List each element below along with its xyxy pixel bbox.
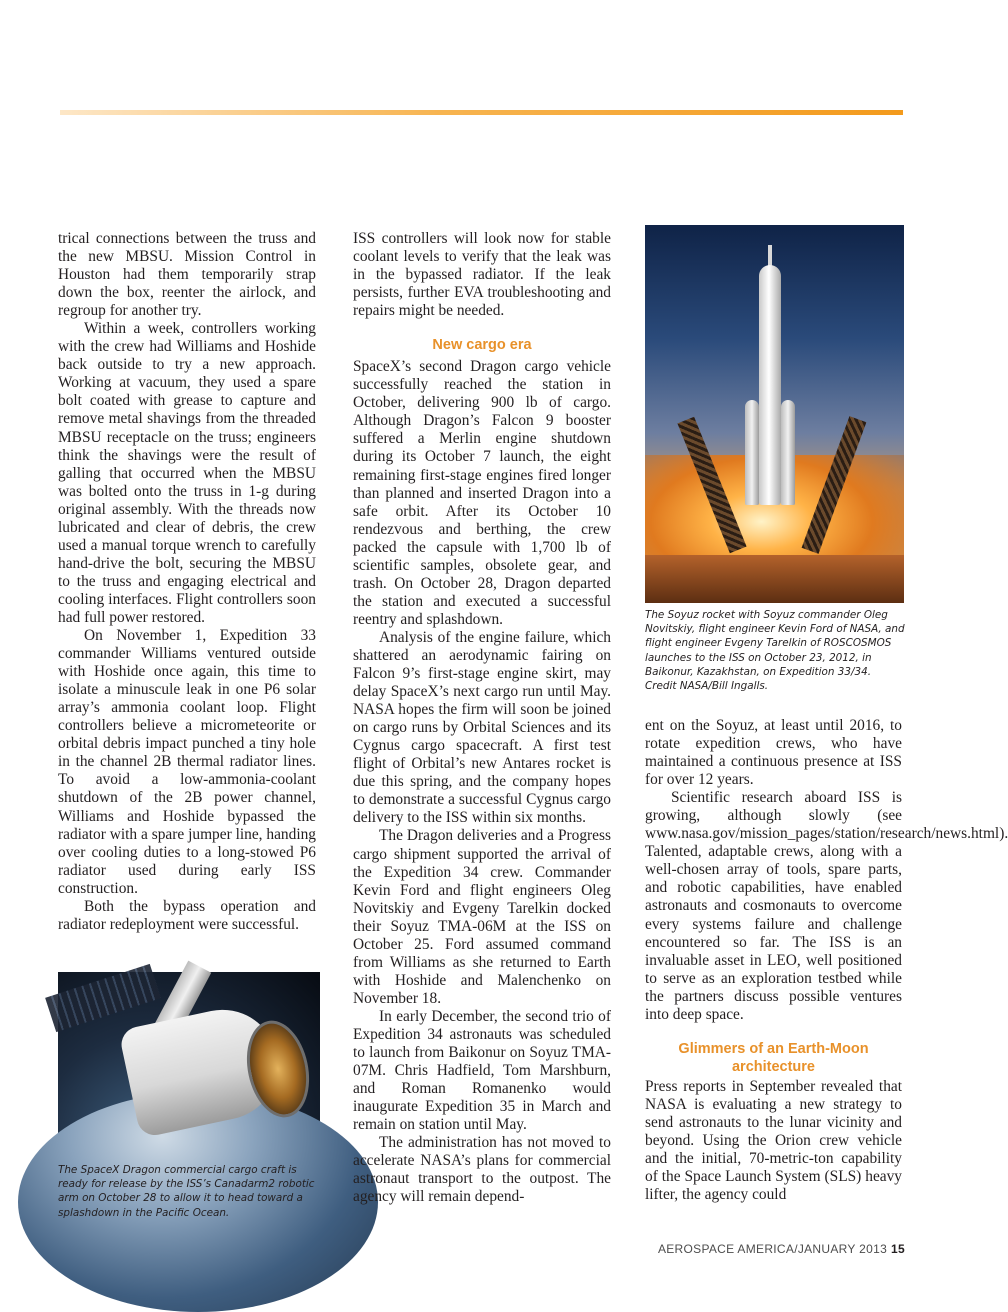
paragraph: ent on the Soyuz, at least until 2016, to rotate expedition crews, who have maintained a continuous presence at ISS for over 12 years. [645,717,902,789]
soyuz-rocket [759,265,781,505]
section-heading-new-cargo-era: New cargo era [432,337,532,354]
paragraph: ISS controllers will look now for stable coolant levels to verify that the leak was in the bypassed radiator. If the leak persists, further EVA troubleshooting and repairs might be needed. [353,230,611,320]
paragraph: On November 1, Expedition 33 commander Williams ventured outside with Hoshide once again, this time to isolate a minuscule leak in one P6 solar array’s ammonia coolant loop. Flight controllers believe a micrometeorite or orbital debris impact punched a tiny hole in the channel 2B thermal radiator lines. To avoid a low-ammonia-coolant shutdown of the 2B power channel, Williams and Hoshide bypassed the radiator with a spare jumper line, handing over cooling duties to a long-stowed P6 radiator used during early ISS construction. [58,627,316,897]
text-column-3 [645,717,1008,1204]
section-heading-earth-moon: Glimmers of an Earth-Moon architecture [678,1040,869,1075]
rocket-booster-right [781,400,795,505]
paragraph: Both the bypass operation and radiator redeployment were successful. [58,897,316,933]
page-footer [655,1242,905,1256]
soyuz-launch-photo [645,225,904,603]
solar-panel [45,964,161,1032]
paragraph: SpaceX’s second Dragon cargo vehicle successfully reached the station in October, delivering 900 lb of cargo. Although Dragon’s Falcon 9 booster suffered a Merlin engine shutdown during its October 7 launch, the eight remaining first-stage engines fired longer than planned and inserted Dragon into a safe orbit. After its October 10 rendezvous and berthing, the crew packed the capsule with 1,700 lb of scientific samples, obsolete gear, and trash. On October 28, Dragon departed the station and executed a successful reentry and splashdown. [353,358,611,628]
paragraph: Press reports in September revealed that NASA is evaluating a new strategy to send astronauts to the lunar vicinity and beyond. Using the Orion crew vehicle and the initial, 70-metric-ton capability of the Space Launch System (SLS) heavy lifter, the agency could [645,1077,902,1204]
paragraph: In early December, the second trio of Expedition 34 astronauts was scheduled to launch from Baikonur on Soyuz TMA-07M. Chris Hadfield, Tom Marshburn, and Roman Romanenko would inaugurate Expedition 35 in March and remain on station until May. [353,1007,611,1134]
rocket-booster-left [745,400,759,505]
paragraph: The Dragon deliveries and a Progress cargo shipment supported the arrival of the Expedition 34 crew. Commander Kevin Ford and flight engineers Oleg Novitskiy and Evgeny Tarelkin docked their Soyuz TMA-06M at the ISS on October 25. Ford assumed command from Williams as she returned to Earth with Hoshide and Malenchenko on November 18. [353,827,611,1007]
dragon-photo [58,972,320,1158]
page-number: 15 [891,1242,905,1256]
paragraph: trical connections between the truss and the new MBSU. Mission Control in Houston had them temporarily strap down the box, reenter the airlock, and regroup for another try. [58,230,316,320]
soyuz-photo-caption: The Soyuz rocket with Soyuz commander Oleg Novitskiy, flight engineer Kevin Ford of NASA, and flight engineer Evgeny Tarelkin of ROSCOSMOS launches to the ISS on October 23, 2012, in Baikonur, Kazakhstan, on Expedition 33/34. Credit NASA/Bill Ingalls. [645,609,905,693]
header-rule [60,110,903,115]
text-column-1 [58,230,316,934]
dragon-photo-caption: The SpaceX Dragon commercial cargo craft is ready for release by the ISS’s Canadarm2 robotic arm on October 28 to allow it to head toward a splashdown in the Pacific Ocean. [58,1164,315,1219]
paragraph: Scientific research aboard ISS is growing, although slowly (see www.nasa.gov/mission_pages/station/research/news.html). Talented, adaptable crews, along with a well-chosen array of tools, spare parts, and robotic capabilities, have enabled astronauts and cosmonauts to overcome every systems failure and challenge encountered so far. The ISS is an invaluable asset in LEO, well positioned to serve as an exploration testbed while the partners discuss possible ventures into deep space. [645,789,1008,1023]
paragraph: The administration has not moved to accelerate NASA’s plans for commercial astronaut transport to the outpost. The agency will remain depend- [353,1134,611,1206]
publication-name: AEROSPACE AMERICA/JANUARY 2013 [657,1242,888,1256]
paragraph: Within a week, controllers working with the crew had Williams and Hoshide back outside to try a new approach. Working at vacuum, they used a spare bolt coated with grease to capture and remove metal shavings from the threaded MBSU receptacle on the truss; engineers think the shavings were the result of galling that occurred when the MBSU was bolted onto the truss in 1-g during original assembly. With the threads now lubricated and clear of debris, the crew used a manual torque wrench to carefully hand-drive the bolt, securing the MBSU to the truss and engaging electrical and cooling interfaces. Flight controllers soon had full power restored. [58,320,316,626]
paragraph: Analysis of the engine failure, which shattered an aerodynamic fairing on Falcon 9’s first-stage engine skirt, may delay SpaceX’s next cargo run until May. NASA hopes the firm will soon be joined on cargo runs by Orbital Sciences and its Cygnus cargo spacecraft. A first test flight of Orbital’s new Antares rocket is due this spring, and the company hopes to demonstrate a successful Cygnus cargo delivery to the ISS within six months. [353,628,611,827]
launch-pad-ground [645,555,904,603]
text-column-2 [353,230,611,1206]
